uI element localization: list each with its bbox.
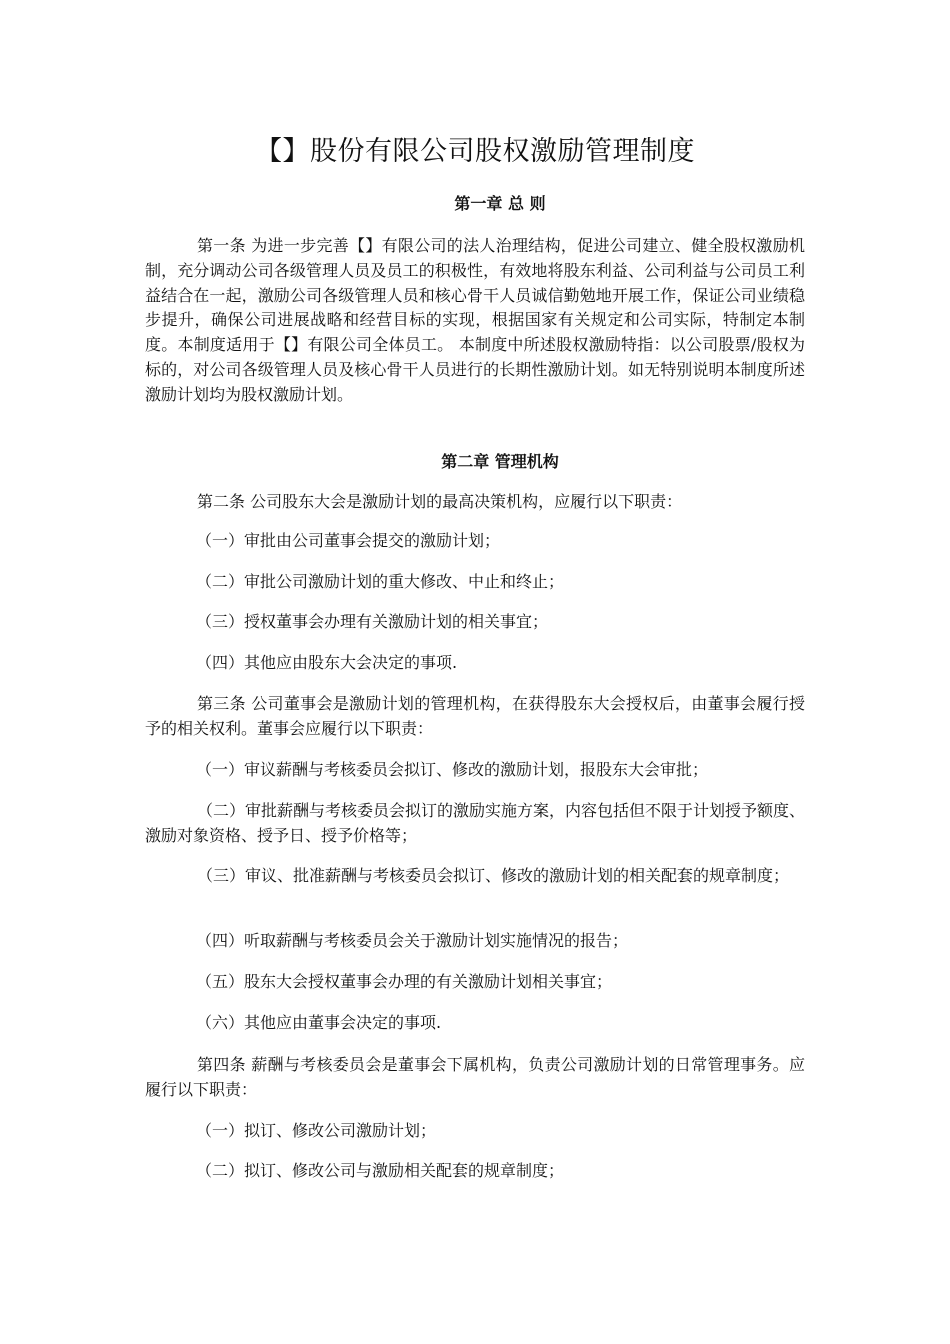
article-3-item-6: （六）其他应由董事会决定的事项. — [196, 1013, 442, 1032]
article-2-lead: 第二条 公司股东大会是激励计划的最高决策机构，应履行以下职责： — [197, 492, 683, 511]
article-2-item-1: （一）审批由公司董事会提交的激励计划； — [196, 531, 501, 550]
document-title: 【】股份有限公司股权激励管理制度 — [255, 136, 695, 167]
article-2-item-4: （四）其他应由股东大会决定的事项. — [196, 653, 458, 672]
article-4-lead: 第四条 薪酬与考核委员会是董事会下属机构，负责公司激励计划的日常管理事务。应履行以下职责： — [145, 1055, 805, 1099]
chapter-1-heading: 第一章 总 则 — [454, 194, 546, 213]
article-2-item-3: （三）授权董事会办理有关激励计划的相关事宜； — [196, 612, 549, 631]
article-3-item-2: （二）审批薪酬与考核委员会拟订的激励实施方案，内容包括但不限于计划授予额度、激励对象资格、授予日、授予价格等； — [145, 801, 806, 845]
chapter-2-heading: 第二章 管理机构 — [441, 452, 559, 471]
article-2-item-2: （二）审批公司激励计划的重大修改、中止和终止； — [196, 572, 565, 591]
article-3-item-3: （三）审议、批准薪酬与考核委员会拟订、修改的激励计划的相关配套的规章制度； — [197, 866, 790, 885]
article-1-paragraph: 第一条 为进一步完善【】有限公司的法人治理结构，促进公司建立、健全股权激励机制，充分调动公司各级管理人员及员工的积极性，有效地将股东利益、公司利益与公司员工利益结合在一起，激励公司各级管理人员和核心骨干人员诚信勤勉地开展工作，保证公司业绩稳步提升，确保公司进展战略和经营目标的实现，根据国家有关规定和公司实际，特制定本制度。本制度适用于【】有限公司全体员工。 本制度中所述股权激励特指：以公司股票/股权为标的，对公司各级管理人员及核心骨干人员进行的长期性激励计划。如无特别说明本制度所述激励计划均为股权激励计划。 — [145, 236, 805, 404]
article-4-item-1: （一）拟订、修改公司激励计划； — [196, 1121, 437, 1140]
article-3-item-5: （五）股东大会授权董事会办理的有关激励计划相关事宜； — [196, 972, 613, 991]
article-3-item-1: （一）审议薪酬与考核委员会拟订、修改的激励计划，报股东大会审批； — [196, 760, 709, 779]
article-4-item-2: （二）拟订、修改公司与激励相关配套的规章制度； — [196, 1161, 565, 1180]
article-3-item-4: （四）听取薪酬与考核委员会关于激励计划实施情况的报告； — [196, 931, 629, 950]
article-3-lead: 第三条 公司董事会是激励计划的管理机构，在获得股东大会授权后，由董事会履行授予的相关权利。董事会应履行以下职责： — [145, 694, 805, 738]
